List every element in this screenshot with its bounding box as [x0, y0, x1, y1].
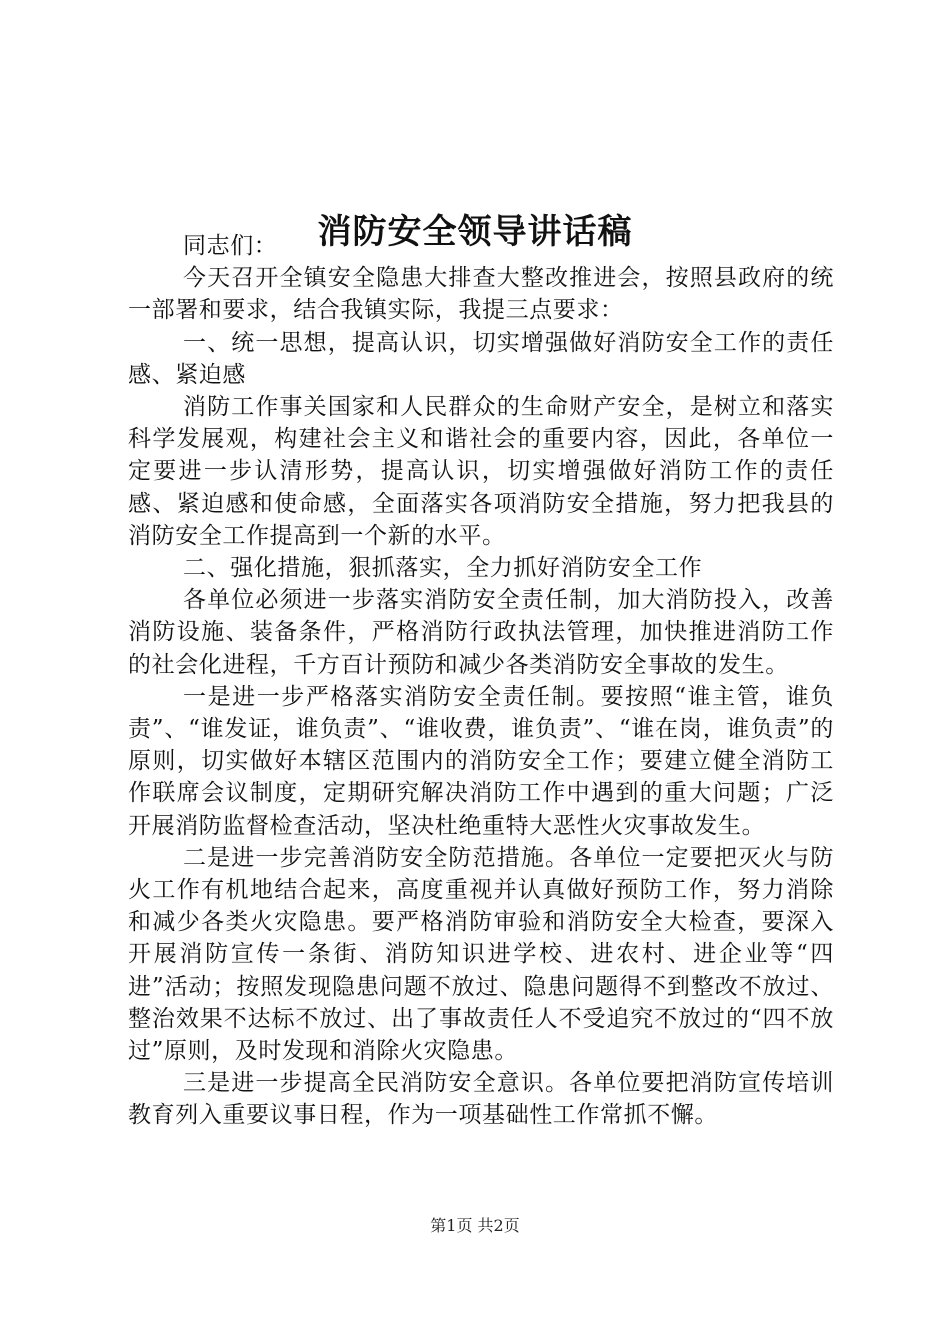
paragraph-salutation: 同志们：: [183, 233, 278, 259]
page-title: 消防安全领导讲话稿: [317, 211, 633, 252]
paragraph-section-1: 消防工作事关国家和人民群众的生命财产安全，是树立和落实科学发展观，构建社会主义和谐社会的重要内容，因此，各单位一定要进一步认清形势，提高认识，切实增强做好消防工作的责任感、紧迫感和使命感，全面落实各项消防安全措施，努力把我县的消防安全工作提高到一个新的水平。: [128, 394, 834, 549]
section-heading-2: 二、强化措施，狠抓落实，全力抓好消防安全工作: [183, 555, 703, 582]
paragraph-section-2: 各单位必须进一步落实消防安全责任制，加大消防投入，改善消防设施、装备条件，严格消防行政执法管理，加快推进消防工作的社会化进程，千方百计预防和减少各类消防安全事故的发生。: [128, 587, 834, 678]
section-heading-1: 一、统一思想，提高认识，切实增强做好消防安全工作的责任感、紧迫感: [128, 329, 834, 388]
paragraph-point-3: 三是进一步提高全民消防安全意识。各单位要把消防宣传培训教育列入重要议事日程，作为一项基础性工作常抓不懈。: [128, 1070, 834, 1129]
document-body: [128, 230, 834, 1132]
paragraph-intro: 今天召开全镇安全隐患大排查大整改推进会，按照县政府的统一部署和要求，结合我镇实际，我提三点要求：: [128, 265, 834, 324]
paragraph-point-2: 二是进一步完善消防安全防范措施。各单位一定要把灭火与防火工作有机地结合起来，高度重视并认真做好预防工作，努力消除和减少各类火灾隐患。要严格消防审验和消防安全大检查，要深入开展消防宣传一条街、消防知识进学校、进农村、进企业等“四进”活动；按照发现隐患问题不放过、隐患问题得不到整改不放过、整治效果不达标不放过、出了事故责任人不受追究不放过的“四不放过”原则，及时发现和消除火灾隐患。: [128, 844, 834, 1065]
paragraph-point-1: 一是进一步严格落实消防安全责任制。要按照“谁主管，谁负责”、“谁发证，谁负责”、“谁收费，谁负责”、“谁在岗，谁负责”的原则，切实做好本辖区范围内的消防安全工作；要建立健全消防工作联席会议制度，定期研究解决消防工作中遇到的重大问题；广泛开展消防监督检查活动，坚决杜绝重特大恶性火灾事故发生。: [128, 683, 834, 839]
page-number-footer: 第1页 共2页: [430, 1216, 520, 1235]
